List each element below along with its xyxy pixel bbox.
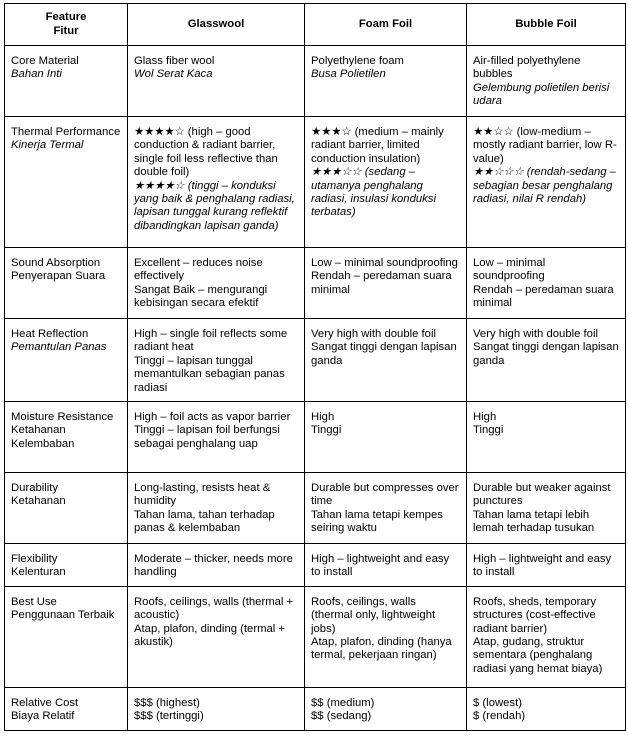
feature-cell <box>5 473 128 544</box>
feature-cell <box>5 46 128 117</box>
bubble-foil-cell-id: Tinggi <box>473 424 504 437</box>
foam-foil-cell-id: Tinggi <box>311 424 342 437</box>
bubble-foil-cell-en: $ (lowest) <box>473 696 522 709</box>
foam-foil-cell-en: ★★★☆ (medium – mainly radiant barrier, limited conduction insulation) <box>311 126 444 165</box>
glasswool-cell-id: Tinggi – lapisan tunggal memantulkan sebagian panas radiasi <box>134 354 285 394</box>
foam-foil-cell-en: Low – minimal soundproofing <box>311 257 458 269</box>
foam-foil-cell <box>305 319 467 402</box>
bubble-foil-cell-id: Sangat tinggi dengan lapisan ganda <box>473 341 619 367</box>
table-row <box>5 687 626 730</box>
glasswool-cell <box>128 248 305 319</box>
header-feature <box>5 4 128 46</box>
bubble-foil-cell <box>467 586 626 687</box>
glasswool-cell <box>128 319 305 402</box>
bubble-foil-cell-id: ★★☆☆☆ (rendah-sedang – sebagian besar penghalang radiasi, nilai R rendah) <box>473 166 616 206</box>
bubble-foil-cell <box>467 473 626 544</box>
foam-foil-cell-id: Atap, plafon, dinding (hanya termal, pekerjaan ringan) <box>311 636 452 662</box>
bubble-foil-cell-id: Tahan lama tetapi lebih lemah terhadap tusukan <box>473 508 595 535</box>
bubble-foil-cell <box>467 117 626 248</box>
glasswool-cell-id: Wol Serat Kaca <box>134 68 213 81</box>
bubble-foil-cell <box>467 687 626 730</box>
bubble-foil-cell-en: Low – minimal soundproofing <box>473 257 546 283</box>
foam-foil-cell-id: Tahan lama tetapi kempes seiring waktu <box>311 508 443 535</box>
feature-cell-en: Thermal Performance <box>11 126 121 138</box>
bubble-foil-cell-en: Durable but weaker against punctures <box>473 482 611 508</box>
header-bubble-foil: Bubble Foil <box>467 4 626 46</box>
feature-cell <box>5 248 128 319</box>
foam-foil-cell-id: Rendah – peredaman suara minimal <box>311 270 452 296</box>
bubble-foil-cell-en: Air-filled polyethylene bubbles <box>473 55 581 81</box>
table-row <box>5 473 626 544</box>
table-row <box>5 319 626 402</box>
foam-foil-cell <box>305 687 467 730</box>
glasswool-cell-en: High – single foil reflects some radiant heat <box>134 328 288 354</box>
foam-foil-cell-id: Sangat tinggi dengan lapisan ganda <box>311 341 457 367</box>
feature-cell-id: Ketahanan Kelembaban <box>11 424 75 450</box>
bubble-foil-cell-id: Gelembung polietilen berisi udara <box>473 81 610 108</box>
foam-foil-cell-en: Very high with double foil <box>311 328 436 340</box>
glasswool-cell <box>128 586 305 687</box>
glasswool-cell <box>128 402 305 473</box>
bubble-foil-cell <box>467 402 626 473</box>
feature-cell-en: Heat Reflection <box>11 328 89 340</box>
glasswool-cell-id: $$$ (tertinggi) <box>134 710 204 723</box>
feature-cell-id: Pemantulan Panas <box>11 341 107 354</box>
feature-cell <box>5 117 128 248</box>
feature-cell-en: Best Use <box>11 595 57 608</box>
foam-foil-cell <box>305 544 467 587</box>
foam-foil-cell-id: ★★★☆☆ (sedang – utamanya penghalang radiasi, insulasi konduksi terbatas) <box>311 166 436 219</box>
bubble-foil-cell <box>467 46 626 117</box>
foam-foil-cell-en: High – lightweight and easy to install <box>311 553 450 579</box>
foam-foil-cell <box>305 586 467 687</box>
foam-foil-cell-id: Busa Polietilen <box>311 68 386 81</box>
feature-cell <box>5 402 128 473</box>
glasswool-cell-en: Moderate – thicker, needs more handling <box>134 553 293 579</box>
table-row <box>5 586 626 687</box>
glasswool-cell-id: ★★★★☆ (tinggi – konduksi yang baik & penghalang radiasi, lapisan tunggal kurang reflektif dibandingkan lapisan ganda) <box>134 179 295 232</box>
bubble-foil-cell-en: Very high with double foil <box>473 328 598 340</box>
foam-foil-cell-en: Durable but compresses over time <box>311 482 459 508</box>
header-feature-en: Feature <box>45 11 87 24</box>
feature-cell <box>5 586 128 687</box>
header-feature-id: Fitur <box>53 24 79 37</box>
feature-cell-id: Bahan Inti <box>11 68 62 81</box>
table-row <box>5 248 626 319</box>
feature-cell-id: Penggunaan Terbaik <box>11 609 115 622</box>
bubble-foil-cell-en: Roofs, sheds, temporary structures (cost-effective radiant barrier) <box>473 595 597 635</box>
glasswool-cell <box>128 544 305 587</box>
feature-cell <box>5 687 128 730</box>
foam-foil-cell-en: $$ (medium) <box>311 696 375 709</box>
feature-cell-en: Core Material <box>11 55 79 67</box>
glasswool-cell <box>128 687 305 730</box>
bubble-foil-cell <box>467 544 626 587</box>
foam-foil-cell <box>305 473 467 544</box>
glasswool-cell-en: Excellent – reduces noise effectively <box>134 257 263 283</box>
feature-cell-id: Kelenturan <box>11 566 66 579</box>
glasswool-cell-id: Atap, plafon, dinding (termal + akustik) <box>134 622 286 649</box>
glasswool-cell-id: Tahan lama, tahan terhadap panas & kelembaban <box>134 508 275 535</box>
feature-cell-en: Durability <box>11 482 59 495</box>
header-row <box>5 4 626 46</box>
glasswool-cell-en: ★★★★☆ (high – good conduction & radiant barrier, single foil less reflective than double foil) <box>134 126 278 179</box>
glasswool-cell <box>128 46 305 117</box>
bubble-foil-cell <box>467 248 626 319</box>
bubble-foil-cell-id: Rendah – peredaman suara minimal <box>473 283 614 310</box>
feature-cell <box>5 544 128 587</box>
table-row <box>5 402 626 473</box>
feature-cell-en: Moisture Resistance <box>11 411 114 424</box>
feature-cell-en: Sound Absorption <box>11 257 101 269</box>
bubble-foil-cell-id: $ (rendah) <box>473 710 526 723</box>
feature-cell-en: Flexibility <box>11 553 58 566</box>
foam-foil-cell-en: High <box>311 411 335 424</box>
bubble-foil-cell-en: High <box>473 411 497 424</box>
foam-foil-cell <box>305 402 467 473</box>
bubble-foil-cell <box>467 319 626 402</box>
table-row <box>5 46 626 117</box>
glasswool-cell-en: Roofs, ceilings, walls (thermal + acoustic) <box>134 595 294 622</box>
glasswool-cell-id: Sangat Baik – mengurangi kebisingan secara efektif <box>134 283 268 310</box>
foam-foil-cell <box>305 46 467 117</box>
foam-foil-cell <box>305 248 467 319</box>
header-glasswool: Glasswool <box>128 4 305 46</box>
glasswool-cell <box>128 473 305 544</box>
feature-cell-en: Relative Cost <box>11 696 79 709</box>
foam-foil-cell-en: Polyethylene foam <box>311 55 404 67</box>
feature-cell-id: Penyerapan Suara <box>11 270 106 283</box>
header-foam-foil: Foam Foil <box>305 4 467 46</box>
feature-cell-id: Ketahanan <box>11 495 66 508</box>
feature-cell <box>5 319 128 402</box>
bubble-foil-cell-en: High – lightweight and easy to install <box>473 553 612 579</box>
foam-foil-cell-id: $$ (sedang) <box>311 710 372 723</box>
glasswool-cell-id: Tinggi – lapisan foil berfungsi sebagai penghalang uap <box>134 424 280 450</box>
feature-cell-id: Kinerja Termal <box>11 139 84 152</box>
foam-foil-cell-en: Roofs, ceilings, walls (thermal only, lightweight jobs) <box>311 595 436 635</box>
glasswool-cell-en: Glass fiber wool <box>134 55 215 67</box>
glasswool-cell-en: High – foil acts as vapor barrier <box>134 411 291 424</box>
table-row <box>5 544 626 587</box>
foam-foil-cell <box>305 117 467 248</box>
bubble-foil-cell-id: Atap, gudang, struktur sementara (penghalang radiasi yang hemat biaya) <box>473 636 603 675</box>
glasswool-cell-en: Long-lasting, resists heat & humidity <box>134 482 271 508</box>
table-row <box>5 117 626 248</box>
bubble-foil-cell-en: ★★☆☆ (low-medium – mostly radiant barrier, low R-value) <box>473 126 617 165</box>
feature-cell-id: Biaya Relatif <box>11 710 75 723</box>
glasswool-cell-en: $$$ (highest) <box>134 696 200 709</box>
comparison-table <box>4 3 626 731</box>
glasswool-cell <box>128 117 305 248</box>
